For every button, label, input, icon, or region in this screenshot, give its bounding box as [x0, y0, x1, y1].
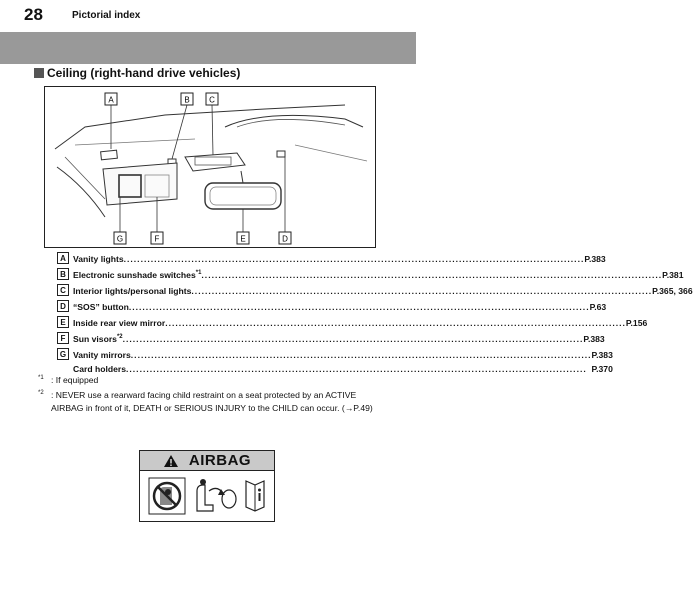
legend-label: Interior lights/personal lights — [73, 286, 192, 296]
legend-item-c — [57, 284, 693, 298]
legend-item-e — [57, 316, 648, 330]
callout-b — [181, 93, 193, 105]
legend-line — [73, 332, 605, 346]
legend-line — [73, 252, 606, 266]
legend-key: A — [57, 252, 69, 264]
legend-item-b — [57, 268, 684, 282]
legend-label: Vanity mirrors — [73, 350, 131, 360]
page-reference: P.383 — [591, 350, 613, 360]
legend-item-d — [57, 300, 607, 314]
child-seat-prohibited-icon — [148, 477, 186, 515]
callout-f — [151, 232, 163, 244]
callout-c — [206, 93, 218, 105]
svg-text:C: C — [209, 95, 215, 105]
svg-text:D: D — [282, 234, 288, 244]
page-reference: P.156 — [625, 318, 648, 328]
page-reference: P.383 — [584, 254, 606, 264]
legend-line — [73, 284, 693, 298]
legend-label: Sun visors$^{*2}$ — [73, 334, 123, 344]
callout-g — [114, 232, 126, 244]
legend-list — [57, 252, 693, 378]
page-reference: P.63 — [589, 302, 607, 312]
legend-key: B — [57, 268, 69, 280]
legend-key: G — [57, 348, 69, 360]
warning-bar — [140, 451, 274, 471]
legend-item-a — [57, 252, 606, 266]
legend-item-f — [57, 332, 605, 346]
svg-text:F: F — [154, 234, 160, 244]
callout-a — [105, 93, 117, 105]
callout-d — [279, 232, 291, 244]
page-number: 28 — [24, 5, 43, 24]
warning-triangle-icon — [163, 454, 179, 468]
legend-line — [73, 268, 684, 282]
footnotes — [38, 374, 378, 415]
page-header — [0, 0, 416, 30]
legend-label: Card holders — [73, 364, 127, 374]
legend-key: F — [57, 332, 69, 344]
airbag-deploy-icon — [193, 477, 237, 515]
callout-e — [237, 232, 249, 244]
header-band — [0, 32, 416, 64]
footnote-1: $^{*1}$ : If equipped — [38, 375, 99, 385]
manual-info-icon — [244, 477, 266, 515]
legend-line — [73, 300, 606, 314]
warning-pictograms — [140, 471, 274, 521]
footnote-2: $^{*2}$ : NEVER use a rearward facing child restraint on a seat protected by an ACTIVE AIRBAG in front of it, DEATH or SERIOUS INJURY to the CHILD can occur. (→P.49) — [38, 390, 373, 413]
legend-key: D — [57, 300, 69, 312]
page-reference: P.365, 366 — [652, 286, 693, 296]
svg-text:G: G — [116, 234, 124, 244]
section-heading — [34, 66, 240, 80]
legend-line — [73, 316, 647, 330]
legend-key: C — [57, 284, 69, 296]
svg-text:A: A — [108, 95, 114, 105]
svg-text:B: B — [184, 95, 190, 105]
legend-label: Vanity lights — [73, 254, 124, 264]
legend-key: E — [57, 316, 69, 328]
section-title: Ceiling (right-hand drive vehicles) — [47, 66, 241, 80]
ceiling-drawing — [45, 87, 375, 247]
legend-label: Electronic sunshade switches$^{*1}$ — [73, 270, 202, 280]
legend-line — [73, 348, 613, 362]
heading-square-icon — [34, 68, 44, 78]
ceiling-illustration — [44, 86, 376, 248]
svg-text:E: E — [240, 234, 246, 244]
legend-label: “SOS” button — [73, 302, 129, 312]
airbag-warning-label — [139, 450, 275, 522]
warning-word: AIRBAG — [188, 452, 252, 469]
legend-item-g — [57, 348, 613, 376]
page-reference: P.381 — [662, 270, 684, 280]
page-reference: P.383 — [583, 334, 605, 344]
legend-label: Inside rear view mirror — [73, 318, 166, 328]
running-title: Pictorial index — [72, 9, 141, 21]
page-reference: P.370 — [591, 364, 613, 374]
